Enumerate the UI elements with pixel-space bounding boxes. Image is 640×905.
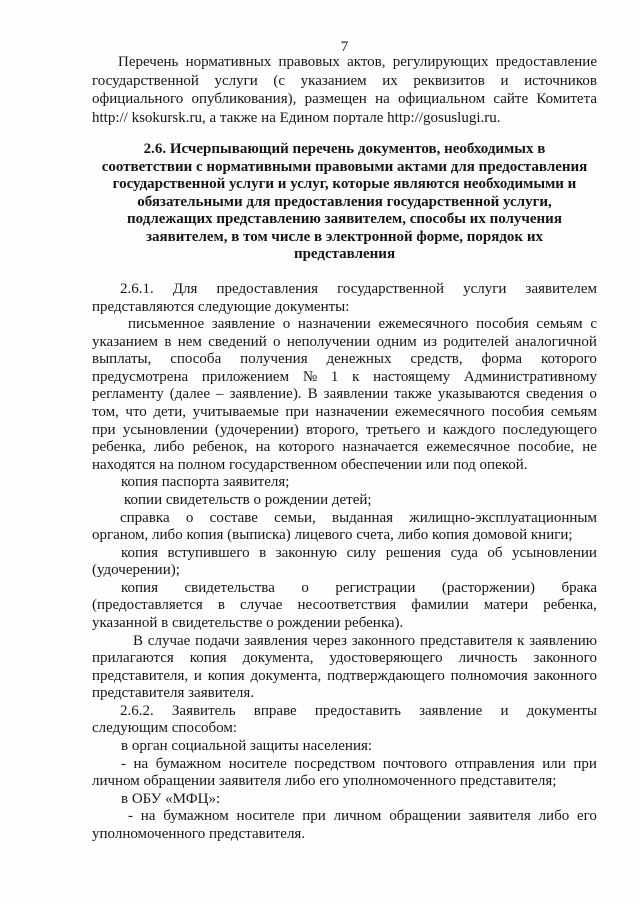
word: полномочия (450, 667, 528, 684)
word: не (582, 439, 597, 456)
word: с (590, 316, 597, 333)
word: предоставление (495, 54, 597, 70)
word: заявление). (229, 386, 302, 403)
word: случае (239, 597, 283, 614)
word: о (185, 509, 194, 526)
word: документа, (242, 650, 314, 667)
word: жилищно-эксплуатационным (409, 509, 597, 526)
word: почтового (382, 755, 448, 772)
section-2-6-heading (92, 141, 597, 264)
text-line (92, 668, 597, 686)
word: предоставить (314, 702, 401, 719)
word: услуги (463, 281, 507, 297)
word: или (542, 755, 566, 772)
word: В (133, 632, 144, 649)
clause-2-6-1 (92, 281, 597, 316)
word: указываются (437, 386, 520, 403)
word: пособие, (518, 439, 575, 456)
word: 2.6.1. (120, 281, 154, 297)
word: (с (273, 72, 286, 89)
text-line (92, 404, 597, 422)
word: настоящему (373, 368, 451, 385)
text-line (92, 334, 597, 352)
text-line: указанной в свидетельстве о рождении ребенка). (92, 614, 404, 631)
word: – (216, 386, 224, 403)
word: через (312, 632, 347, 649)
court-decision-item (92, 545, 597, 580)
word: законного (533, 650, 597, 667)
word: родителей (443, 333, 509, 350)
text-line (92, 351, 597, 369)
word: при (92, 421, 116, 438)
word: их (382, 72, 398, 89)
word: - (128, 808, 133, 825)
word: том, (92, 404, 119, 421)
heading-line: государственной услуги и услуг, которые являются необходимыми и (112, 176, 577, 192)
word: реквизитов (413, 72, 485, 89)
mfc-option (92, 808, 597, 843)
word: и (500, 72, 509, 89)
word: также (394, 386, 432, 403)
word: сведения (526, 386, 584, 403)
word: копия (121, 544, 158, 561)
word: которого (540, 351, 597, 368)
word: пособия (491, 404, 545, 421)
word: на (140, 808, 156, 825)
word: носителе (236, 808, 295, 825)
word: личность (458, 650, 518, 667)
word: денежных (326, 351, 392, 368)
word: регистрации (335, 579, 416, 596)
word: нормативных (185, 54, 272, 70)
word: вправе (253, 702, 297, 719)
word: обращении (389, 808, 461, 825)
social-protection-method (92, 738, 597, 756)
word: свидетельства (184, 579, 275, 596)
word: законного (351, 632, 416, 649)
heading-line: представления (293, 246, 396, 262)
clause-2-6-2 (92, 703, 597, 738)
word: получения (240, 351, 308, 368)
heading-line: обязательными для предоставления государственной услуги, (137, 193, 552, 210)
word: правовых (278, 54, 340, 70)
word: несоответствия (297, 597, 397, 614)
word: при (573, 755, 597, 772)
word: форма (481, 351, 523, 368)
word: документа, (250, 667, 322, 684)
text-line: (удочерении); (92, 562, 180, 579)
word: силу (346, 544, 377, 561)
word: усыновлении (122, 421, 208, 438)
word: что (125, 404, 147, 421)
text-line: представляются следующие документы: (92, 298, 350, 315)
word: составе (209, 509, 258, 526)
text-line (92, 808, 597, 826)
text-line: http:// ksokursk.ru, а также на Едином портале http://gosuslugi.ru. (92, 109, 501, 126)
word: носителе (228, 755, 287, 772)
text-line: находятся на полном государственном обеспечении или под опекой. (92, 456, 528, 473)
text-line (92, 369, 597, 387)
word: официальном (398, 91, 486, 108)
legal-acts-paragraph (92, 53, 597, 127)
text-line (92, 53, 597, 72)
text-line: следующим способом: (92, 720, 237, 737)
word: законного (533, 667, 597, 684)
word: регулирующих (392, 54, 489, 70)
family-composition-item (92, 510, 597, 545)
word: при (302, 808, 326, 825)
word: выданная (332, 509, 394, 526)
word: (удочерении) (215, 421, 299, 438)
heading-line: 2.6. Исчерпывающий перечень документов, необходимых в (143, 141, 546, 157)
word: одним (376, 333, 417, 350)
word: и (427, 421, 436, 438)
page-number: 7 (340, 39, 349, 55)
social-protection-option (92, 756, 597, 791)
word: семьи, (274, 509, 316, 526)
word: Заявитель (171, 702, 236, 719)
word: нем (177, 333, 202, 350)
word: на (133, 755, 149, 772)
word: заявлении (323, 386, 389, 403)
word: его (577, 808, 597, 825)
word: при (285, 404, 309, 421)
text-line (92, 281, 597, 299)
heading-line: соответствии с нормативными правовыми актами для предоставления (101, 158, 588, 175)
word: копия (121, 579, 158, 596)
word: ребенка, (543, 597, 597, 614)
word: аналогичной (515, 333, 597, 350)
word: ежемесячного (395, 404, 485, 421)
text-line: копия паспорта заявителя; (121, 474, 290, 491)
word: официального (92, 91, 184, 108)
word: случае (147, 632, 191, 649)
word: личном (333, 808, 382, 825)
word: заявление (211, 316, 276, 333)
word: справка (120, 509, 170, 526)
word: ребенка, (92, 439, 146, 456)
word: государственной (92, 72, 199, 89)
word: законную (275, 544, 338, 561)
word: Комитета (536, 91, 597, 108)
text-line (92, 580, 597, 598)
word: (далее (169, 386, 210, 403)
word: фамилии (411, 597, 469, 614)
word: подтверждающего (327, 667, 445, 684)
word: представителя, (92, 667, 189, 684)
word: Для (172, 281, 198, 297)
word: 1 (330, 368, 339, 385)
word: заявителем (525, 281, 597, 297)
word: № (302, 368, 318, 385)
word: и (193, 667, 202, 684)
word: заявления (244, 632, 308, 649)
text-line (92, 703, 597, 721)
word: заявителя (468, 808, 531, 825)
text-line: уполномоченного представителя. (92, 825, 306, 842)
word: ежемесячное (426, 439, 510, 456)
word: об (487, 544, 503, 561)
text-line: органом, либо копия (выписка) лицевого счета, либо копия домовой книги; (92, 527, 573, 544)
word: письменное (128, 316, 205, 333)
word: и (500, 702, 509, 719)
word: неполучении (286, 333, 371, 350)
word: матери (483, 597, 529, 614)
text-line (92, 633, 597, 651)
section-2-6-body (92, 281, 597, 844)
text-line: копии свидетельств о рождении детей; (124, 491, 372, 508)
application-item (92, 316, 597, 474)
word: выплаты, (92, 351, 152, 368)
word: которого (278, 439, 335, 456)
word: опубликования), (191, 91, 297, 108)
text-line (92, 597, 597, 615)
text-line (92, 756, 597, 774)
text-line: в ОБУ «МФЦ»: (121, 790, 221, 807)
word: подачи (195, 632, 240, 649)
text-line (92, 72, 597, 91)
word: источников (524, 72, 597, 89)
word: либо (538, 808, 570, 825)
text-line (92, 316, 597, 334)
word: каждого (442, 421, 496, 438)
word: приложением (201, 368, 290, 385)
word: из (423, 333, 437, 350)
word: отправления (454, 755, 535, 772)
word: брака (561, 579, 597, 596)
word: способа (170, 351, 222, 368)
word: к (517, 632, 525, 649)
word: ребенок, (192, 439, 248, 456)
text-line: личном обращении заявителя либо его уполномоченного представителя; (92, 773, 557, 790)
word: документы (526, 702, 597, 719)
word: регламенту (92, 386, 164, 403)
text-line (92, 439, 597, 457)
word: о (301, 579, 309, 596)
word: вступившего (167, 544, 250, 561)
word: Административному (463, 368, 597, 385)
word: актов, (347, 54, 386, 70)
word: (расторжении) (441, 579, 535, 596)
word: о (273, 333, 281, 350)
word: суда (450, 544, 478, 561)
word: указанием (300, 72, 367, 89)
word: сайте (493, 91, 529, 108)
word: государственной (337, 281, 445, 297)
word: ежемесячного (378, 316, 469, 333)
word: бумажном (163, 808, 229, 825)
word: средств, (410, 351, 463, 368)
word: бумажном (155, 755, 222, 772)
word: указанием (92, 333, 159, 350)
word: сведений (208, 333, 267, 350)
word: предоставления (216, 281, 319, 297)
word: услуги (214, 72, 258, 89)
marriage-certificate-item (92, 580, 597, 633)
word: третьего (365, 421, 421, 438)
heading-line: подлежащих представлению заявителем, способы их получения (127, 211, 562, 227)
birth-certificates-item (92, 492, 597, 510)
word: копия (189, 650, 227, 667)
text-line: представителя заявителя. (92, 685, 255, 702)
word: копия (207, 667, 245, 684)
word: (предоставляется (92, 597, 203, 614)
word: на (375, 91, 390, 108)
word: Перечень (118, 54, 179, 70)
word: прилагаются (92, 650, 174, 667)
word: усыновлении (512, 544, 597, 561)
word: - (121, 755, 126, 772)
word: последующего (502, 421, 597, 438)
mfc-method (92, 791, 597, 809)
word: дети, (153, 404, 187, 421)
word: заявлению (529, 632, 597, 649)
word: учитываемые (192, 404, 279, 421)
passport-copy-item (92, 474, 597, 492)
word: о (589, 386, 597, 403)
word: заявление (419, 702, 483, 719)
word: размещен (304, 91, 367, 108)
word: в (259, 544, 267, 561)
text-line (92, 90, 597, 109)
word: назначается (342, 439, 419, 456)
word: удостоверяющего (329, 650, 443, 667)
text-line (92, 386, 597, 404)
word: на (255, 439, 271, 456)
text-line (92, 650, 597, 668)
word: к (352, 368, 360, 385)
word: В (307, 386, 318, 403)
heading-line: заявителем, в том числе в электронной форме, порядок их (146, 228, 543, 245)
word: в (217, 597, 225, 614)
word: представителя (419, 632, 513, 649)
word: в (164, 333, 172, 350)
word: семьям (536, 316, 583, 333)
word: 2.6.2. (120, 702, 154, 719)
word: предусмотрена (92, 368, 189, 385)
text-line (92, 510, 597, 528)
word: посредством (294, 755, 376, 772)
word: решения (385, 544, 442, 561)
word: семьям (550, 404, 597, 421)
word: пособия (476, 316, 529, 333)
text-line: в орган социальной защиты населения: (121, 738, 373, 755)
word: второго, (306, 421, 359, 438)
legal-representative-paragraph (92, 633, 597, 703)
text-line (92, 545, 597, 563)
word: либо (153, 439, 185, 456)
word: назначении (315, 404, 389, 421)
word: назначении (297, 316, 371, 333)
word: о (282, 316, 291, 333)
text-line (92, 422, 597, 440)
